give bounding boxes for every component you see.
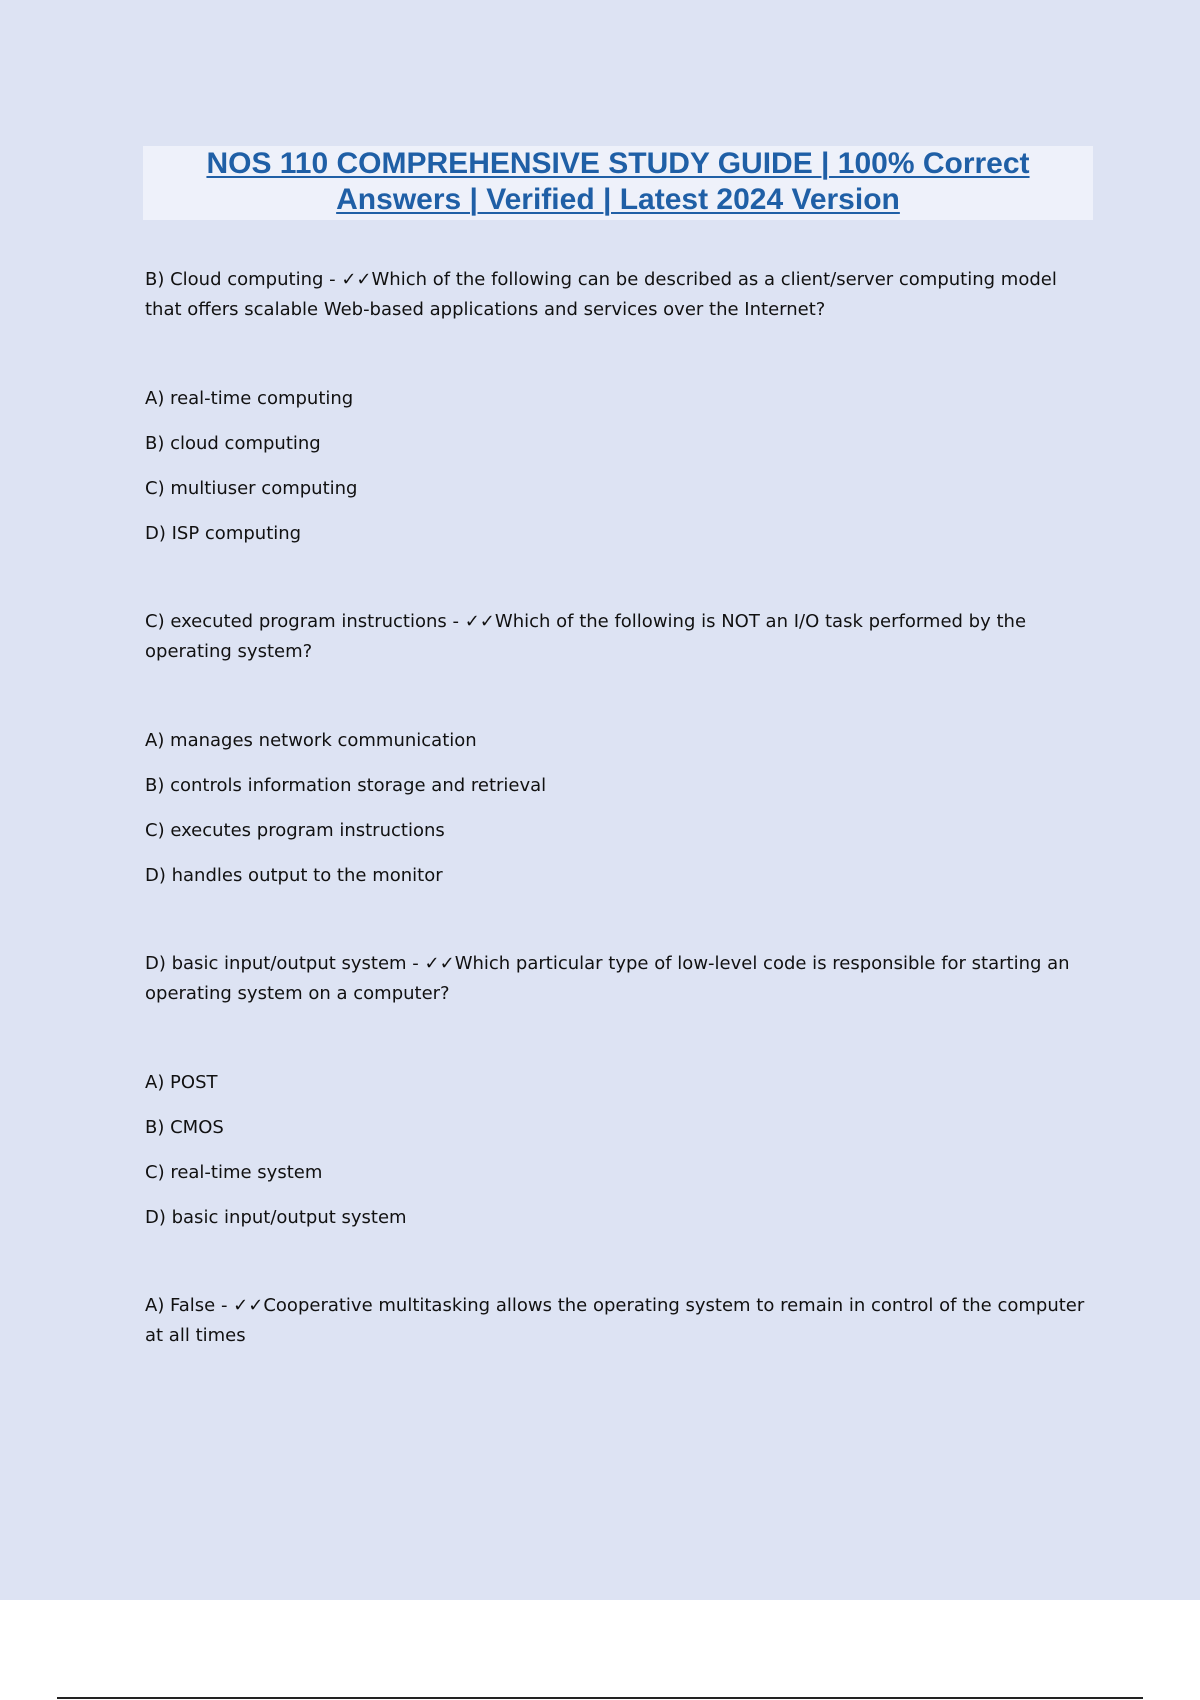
answer-option: B) CMOS [145,1117,224,1138]
answer-option: D) ISP computing [145,523,302,544]
footer-divider [57,1697,1143,1699]
title-banner [143,146,1093,220]
qa-block-2 [145,607,1090,887]
study-guide-content [145,265,1090,1414]
answer-option: C) real-time system [145,1162,323,1183]
question-text: C) executed program instructions - ✓✓Which of the following is NOT an I/O task performed by the operating system? [145,611,1027,662]
answer-option: A) POST [145,1072,218,1093]
answer-option: B) cloud computing [145,433,321,454]
answer-option: C) executes program instructions [145,820,445,841]
question-text: B) Cloud computing - ✓✓Which of the following can be described as a client/server computing model that offers scalable Web-based applications and services over the Internet? [145,269,1057,320]
answer-option: C) multiuser computing [145,478,358,499]
question-text: A) False - ✓✓Cooperative multitasking allows the operating system to remain in control of the computer at all times [145,1295,1085,1346]
qa-block-4 [145,1291,1090,1351]
answer-option: D) handles output to the monitor [145,865,443,886]
document-title-line-1: NOS 110 COMPREHENSIVE STUDY GUIDE | 100% Correct [206,147,1030,180]
answer-option: D) basic input/output system [145,1207,407,1228]
answer-option: B) controls information storage and retrieval [145,775,547,796]
qa-block-3 [145,949,1090,1229]
answer-option: A) real-time computing [145,388,354,409]
question-text: D) basic input/output system - ✓✓Which particular type of low-level code is responsible for starting an operating system on a computer? [145,953,1070,1004]
qa-block-1 [145,265,1090,545]
document-title-line-2: Answers | Verified | Latest 2024 Version [336,183,900,216]
answer-option: A) manages network communication [145,730,477,751]
